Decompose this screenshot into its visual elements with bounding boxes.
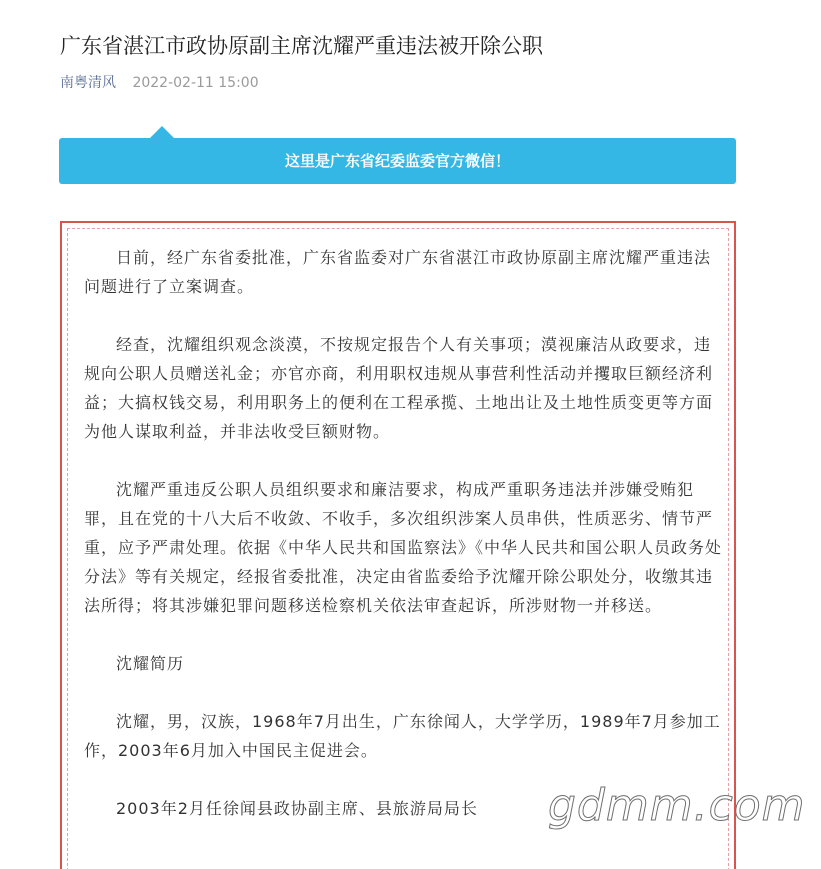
article-meta [60,72,259,92]
paragraph-6: 2003年2月任徐闻县政协副主席、县旅游局局长 [116,799,478,818]
paragraph-5: 沈耀，男，汉族，1968年7月出生，广东徐闻人，大学学历，1989年7月参加工作，2003年6月加入中国民主促进会。 [84,712,721,760]
banner-notch [150,126,174,138]
resume-heading: 沈耀简历 [116,654,185,673]
article-title: 广东省湛江市政协原副主席沈耀严重违法被开除公职 [60,34,543,58]
paragraph-3: 沈耀严重违反公职人员组织要求和廉洁要求，构成严重职务违法并涉嫌受贿犯罪，且在党的十八大后不收敛、不收手，多次组织涉案人员串供，性质恶劣、情节严重，应予严肃处理。依据《中华人民共和国监察法》《中华人民共和国公职人员政务处分法》等有关规定，经报省委批准，决定由省监委给予沈耀开除公职处分，收缴其违法所得；将其涉嫌犯罪问题移送检察机关依法审查起诉，所涉财物一并移送。 [84,480,723,615]
paragraph-2: 经查，沈耀组织观念淡漠，不按规定报告个人有关事项；漠视廉洁从政要求，违规向公职人员赠送礼金；亦官亦商，利用职权违规从事营利性活动并攫取巨额经济利益；大搞权钱交易，利用职务上的便利在工程承揽、土地出让及土地性质变更等方面为他人谋取利益，并非法收受巨额财物。 [84,335,714,441]
paragraph-1: 日前，经广东省委批准，广东省监委对广东省湛江市政协原副主席沈耀严重违法问题进行了立案调查。 [84,248,712,296]
account-name-link[interactable]: 南粤清风 [60,75,116,91]
article-frame [60,221,736,869]
site-watermark: gdmm.com [548,780,806,831]
article-frame-inner [67,228,729,869]
article-body [84,243,722,852]
publish-time: 2022-02-11 15:00 [132,75,259,91]
welcome-banner: 这里是广东省纪委监委官方微信！ [59,138,736,184]
